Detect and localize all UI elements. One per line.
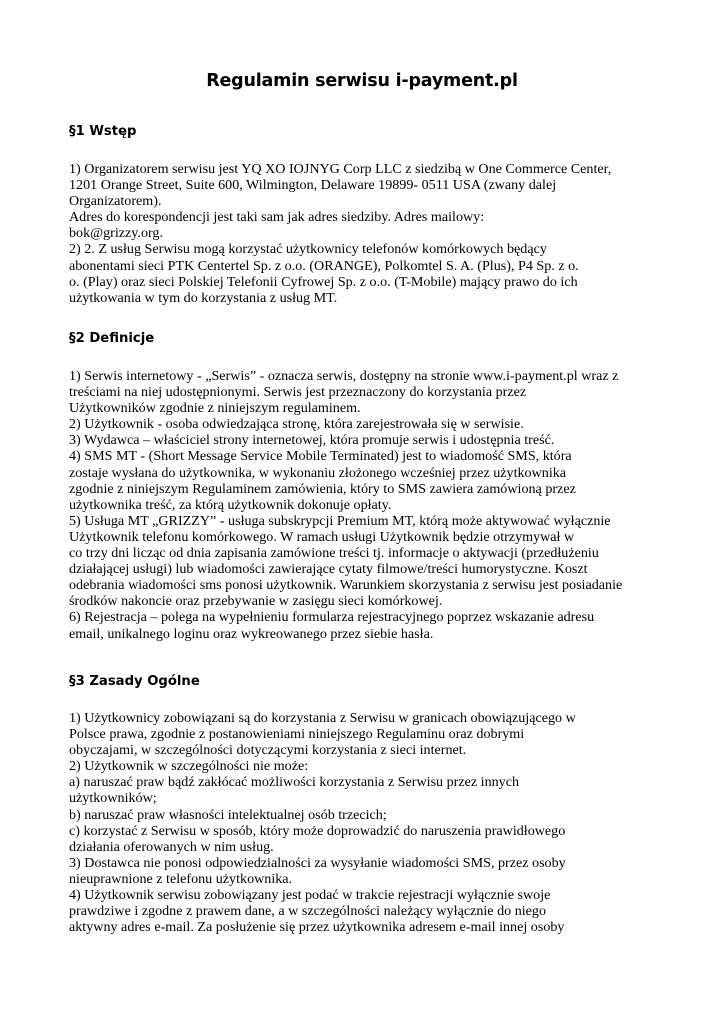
paragraph-line: zostaje wysłana do użytkownika, w wykonaniu złożonego wcześniej przez użytkownika — [69, 464, 567, 481]
paragraph-line: a) naruszać praw bądź zakłócać możliwości korzystania z Serwisu przez innych — [69, 774, 520, 791]
paragraph-line: środków nakoncie oraz przebywanie w zasięgu sieci komórkowej. — [69, 593, 443, 610]
section-heading-wstep: §1 Wstęp — [69, 124, 137, 139]
paragraph-line: odebrania wiadomości sms ponosi użytkownik. Warunkiem skorzystania z serwisu jest posiadanie — [69, 577, 623, 594]
paragraph-line: c) korzystać z Serwisu w sposób, który może doprowadzić do naruszenia prawidłowego — [69, 822, 566, 839]
paragraph-line: działania oferowanych w nim usług. — [69, 838, 274, 855]
paragraph-line: 2) Użytkownik w szczególności nie może: — [69, 758, 309, 775]
paragraph-line: treściami na niej udostępnionymi. Serwis jest przeznaczony do korzystania przez — [69, 384, 527, 401]
document-title: Regulamin serwisu i-payment.pl — [206, 71, 518, 91]
paragraph-line: 1) Serwis internetowy - „Serwis” - oznacza serwis, dostępny na stronie www.i-payment.pl wraz z — [69, 368, 619, 384]
paragraph-line: Organizatorem). — [69, 193, 162, 210]
paragraph-line: abonentami sieci PTK Centertel Sp. z o.o. (ORANGE), Polkomtel S. A. (Plus), P4 Sp. z o. — [69, 257, 579, 274]
paragraph-line: 1) Użytkownicy zobowiązani są do korzystania z Serwisu w granicach obowiązującego w — [69, 710, 576, 726]
paragraph-line: 3) Dostawca nie ponosi odpowiedzialności za wysyłanie wiadomości SMS, przez osoby — [69, 854, 566, 871]
paragraph-line: Użytkownik telefonu komórkowego. W ramach usługi Użytkownik będzie otrzymywał w — [69, 528, 575, 545]
section-body-definicje — [69, 368, 669, 642]
paragraph-line: 4) SMS MT - (Short Message Service Mobile Terminated) jest to wiadomość SMS, która — [69, 448, 572, 465]
paragraph-line: bok@grizzy.org. — [69, 225, 163, 242]
paragraph-line: 1) Organizatorem serwisu jest YQ XO IOJNYG Corp LLC z siedzibą w One Commerce Center, — [69, 161, 612, 177]
paragraph-line: aktywny adres e-mail. Za posłużenie się przez użytkownika adresem e-mail innej osoby — [69, 919, 565, 936]
section-heading-zasady-ogolne: §3 Zasady Ogólne — [69, 674, 200, 689]
paragraph-line: prawdziwe i zgodne z prawem dane, a w szczególności należący wyłącznie do niego — [69, 903, 547, 920]
paragraph-line: Polsce prawa, zgodnie z postanowieniami niniejszego Regulaminu oraz dobrymi — [69, 726, 525, 743]
paragraph-line: 4) Użytkownik serwisu zobowiązany jest podać w trakcie rejestracji wyłącznie swoje — [69, 887, 551, 904]
paragraph-line: 2) Użytkownik - osoba odwiedzająca stronę, która zarejestrowała się w serwisie. — [69, 416, 524, 433]
paragraph-line: działającej usługi) lub wiadomości zawierające cytaty filmowe/treści humorystyczne. Koszt — [69, 561, 588, 578]
paragraph-line: użytkownika treść, za którą użytkownik dokonuje opłaty. — [69, 496, 392, 513]
paragraph-line: Adres do korespondencji jest taki sam jak adres siedziby. Adres mailowy: — [69, 209, 485, 226]
section-heading-definicje: §2 Definicje — [69, 331, 155, 346]
paragraph-line: nieuprawnione z telefonu użytkownika. — [69, 870, 293, 887]
paragraph-line: 1201 Orange Street, Suite 600, Wilmington, Delaware 19899- 0511 USA (zwany dalej — [69, 177, 557, 194]
paragraph-line: b) naruszać praw własności intelektualnej osób trzecich; — [69, 806, 387, 823]
paragraph-line: 5) Usługa MT „GRIZZY” - usługa subskrypcji Premium MT, którą może aktywować wyłącznie — [69, 512, 611, 529]
paragraph-line: zgodnie z niniejszym Regulaminem zamówienia, który to SMS zawiera zamówioną przez — [69, 480, 576, 497]
paragraph-line: 3) Wydawca – właściciel strony internetowej, która promuje serwis i udostępnia treść. — [69, 432, 555, 449]
paragraph-line: o. (Play) oraz sieci Polskiej Telefonii Cyfrowej Sp. z o.o. (T-Mobile) mający prawo do ich — [69, 273, 578, 290]
paragraph-line: 6) Rejestracja – polega na wypełnieniu formularza rejestracyjnego poprzez wskazanie adresu — [69, 609, 595, 626]
paragraph-line: obyczajami, w szczególności dotyczącymi korzystania z sieci internet. — [69, 742, 467, 759]
paragraph-line: email, unikalnego loginu oraz wykreowanego przez siebie hasła. — [69, 625, 434, 642]
paragraph-line: 2) 2. Z usług Serwisu mogą korzystać użytkownicy telefonów komórkowych będący — [69, 241, 547, 258]
paragraph-line: użytkowania w tym do korzystania z usług MT. — [69, 289, 338, 306]
section-body-zasady-ogolne — [69, 710, 669, 935]
section-body-wstep — [69, 161, 669, 306]
paragraph-line: co trzy dni licząc od dnia zapisania zamówione treści tj. informacje o aktywacji (przedłużeniu — [69, 545, 599, 562]
paragraph-line: Użytkowników zgodnie z niniejszym regulaminem. — [69, 400, 361, 417]
paragraph-line: użytkowników; — [69, 790, 157, 807]
